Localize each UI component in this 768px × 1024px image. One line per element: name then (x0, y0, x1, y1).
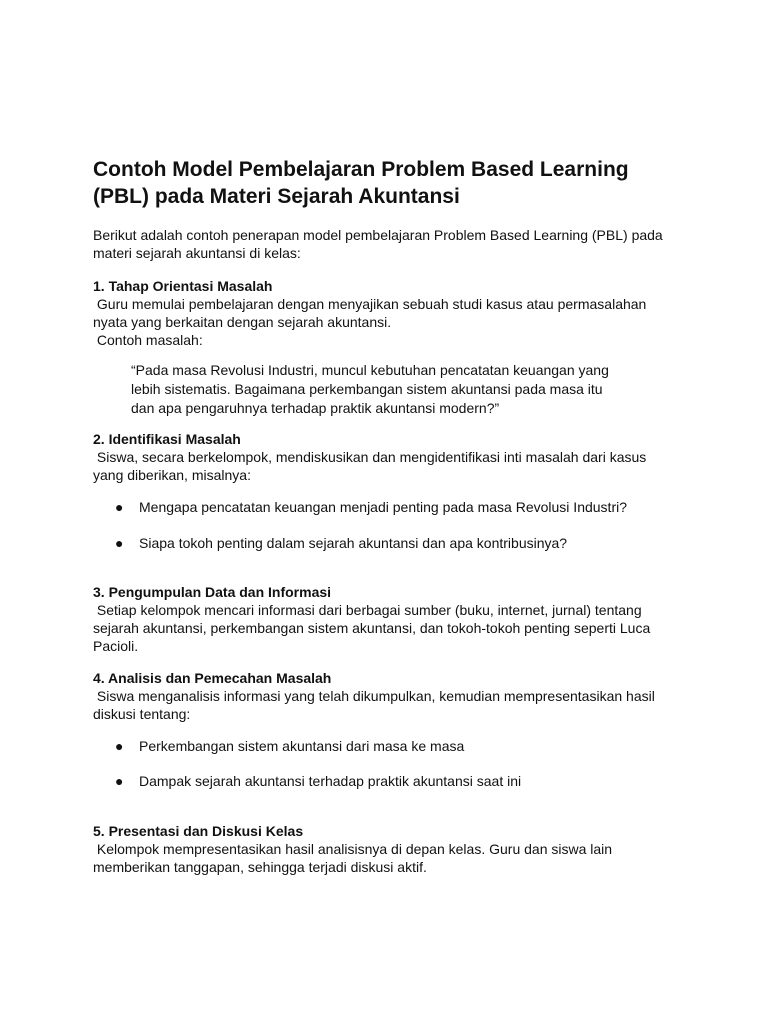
step4-line-2: diskusi tentang: (93, 706, 191, 722)
step5-body (93, 840, 683, 876)
step4-line-1: Siswa menganalisis informasi yang telah dikumpulkan, kemudian mempresentasikan hasil (93, 688, 655, 704)
step1-example-quote (131, 361, 651, 418)
quote-line-1: “Pada masa Revolusi Industri, muncul kebutuhan pencatatan keuangan yang (131, 362, 609, 378)
step3-line-1: Setiap kelompok mencari informasi dari berbagai sumber (buku, internet, jurnal) tentang (93, 602, 642, 618)
intro-paragraph (93, 226, 683, 262)
step1-heading: 1. Tahap Orientasi Masalah (93, 278, 273, 294)
step5-line-2: memberikan tanggapan, sehingga terjadi diskusi aktif. (93, 859, 427, 875)
step4-bullet-item (115, 772, 675, 790)
step2-bullet-item (115, 498, 675, 516)
step3-line-2: sejarah akuntansi, perkembangan sistem akuntansi, dan tokoh-tokoh penting seperti Luca (93, 620, 651, 636)
step2-heading: 2. Identifikasi Masalah (93, 431, 241, 447)
intro-line-2: materi sejarah akuntansi di kelas: (93, 245, 301, 261)
step1-line-3: Contoh masalah: (93, 332, 203, 348)
step3-line-3: Pacioli. (93, 638, 139, 654)
bullet-icon: ● (115, 499, 124, 515)
step2-bullet-item (115, 534, 675, 552)
step2-line-1: Siswa, secara berkelompok, mendiskusikan dan mengidentifikasi inti masalah dari kasus (93, 449, 647, 465)
bullet-icon: ● (115, 773, 124, 789)
step4-heading: 4. Analisis dan Pemecahan Masalah (93, 670, 332, 686)
quote-line-3: dan apa pengaruhnya terhadap praktik akuntansi modern?” (131, 400, 500, 416)
step2-bullet-text: Siapa tokoh penting dalam sejarah akuntansi dan apa kontribusinya? (139, 535, 568, 551)
title-line-1: Contoh Model Pembelajaran Problem Based Learning (93, 158, 629, 181)
bullet-icon: ● (115, 738, 124, 754)
step5-line-1: Kelompok mempresentasikan hasil analisisnya di depan kelas. Guru dan siswa lain (93, 841, 613, 857)
intro-line-1: Berikut adalah contoh penerapan model pembelajaran Problem Based Learning (PBL) pada (93, 227, 663, 243)
step1-line-1: Guru memulai pembelajaran dengan menyajikan sebuah studi kasus atau permasalahan (93, 296, 647, 312)
step4-bullet-text: Perkembangan sistem akuntansi dari masa ke masa (139, 738, 465, 754)
step4-bullet-item (115, 737, 675, 755)
step3-body (93, 601, 683, 655)
quote-line-2: lebih sistematis. Bagaimana perkembangan sistem akuntansi pada masa itu (131, 381, 603, 397)
bullet-icon: ● (115, 535, 124, 551)
title-line-2: (PBL) pada Materi Sejarah Akuntansi (93, 185, 460, 208)
step4-bullet-text: Dampak sejarah akuntansi terhadap praktik akuntansi saat ini (139, 773, 522, 789)
step3-heading: 3. Pengumpulan Data dan Informasi (93, 584, 332, 600)
document-title (93, 156, 683, 210)
step2-body (93, 448, 683, 484)
step5-heading: 5. Presentasi dan Diskusi Kelas (93, 823, 304, 839)
step1-line-2: nyata yang berkaitan dengan sejarah akuntansi. (93, 314, 392, 330)
step4-body (93, 687, 683, 723)
step2-bullet-text: Mengapa pencatatan keuangan menjadi penting pada masa Revolusi Industri? (139, 499, 628, 515)
step2-line-2: yang diberikan, misalnya: (93, 467, 251, 483)
step1-body (93, 295, 683, 349)
